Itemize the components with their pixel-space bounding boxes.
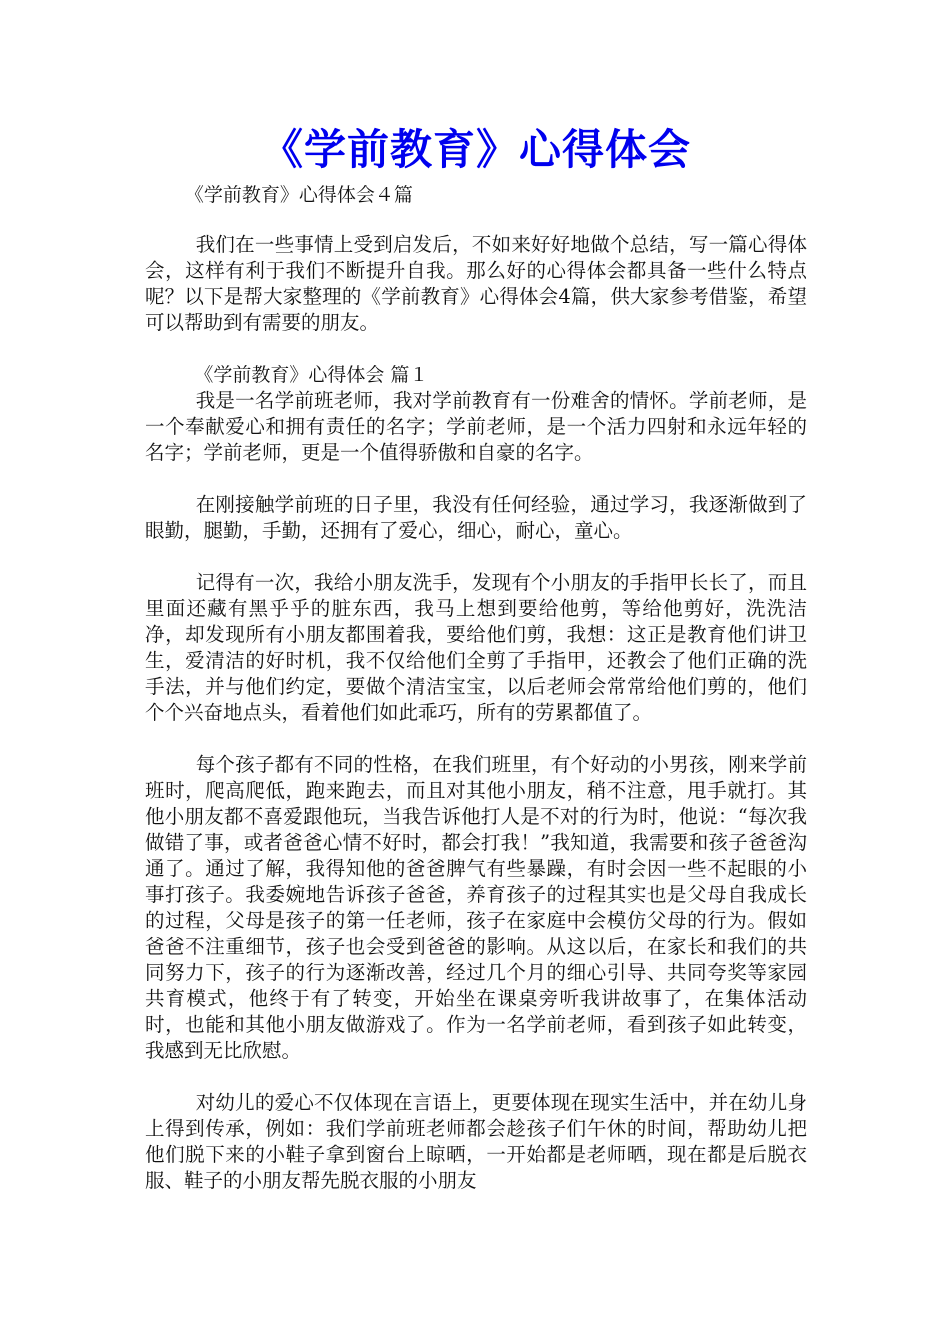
body-paragraph-5: 对幼儿的爱心不仅体现在言语上，更要体现在现实生活中，并在幼儿身上得到传承，例如：我们学前班老师都会趁孩子们午休的时间，帮助幼儿把他们脱下来的小鞋子拿到窗台上晾晒，一开始都是老师晒，现在都是后脱衣服、鞋子的小朋友帮先脱衣服的小朋友 (145, 1091, 807, 1192)
document-page (145, 118, 807, 1220)
body-paragraph-4: 每个孩子都有不同的性格，在我们班里，有个好动的小男孩，刚来学前班时，爬高爬低，跑来跑去，而且对其他小朋友，稍不注意，甩手就打。其他小朋友都不喜爱跟他玩，当我告诉他打人是不对的行为时，他说：“每次我做错了事，或者爸爸心情不好时，都会打我！”我知道，我需要和孩子爸爸沟通了。通过了解，我得知他的爸爸脾气有些暴躁，有时会因一些不起眼的小事打孩子。我委婉地告诉孩子爸爸，养育孩子的过程其实也是父母自我成长的过程，父母是孩子的第一任老师，孩子在家庭中会模仿父母的行为。假如爸爸不注重细节，孩子也会受到爸爸的影响。从这以后，在家长和我们的共同努力下，孩子的行为逐渐改善，经过几个月的细心引导、共同夸奖等家园共育模式，他终于有了转变，开始坐在课桌旁听我讲故事了，在集体活动时，也能和其他小朋友做游戏了。作为一名学前老师，看到孩子如此转变，我感到无比欣慰。 (145, 753, 807, 1062)
section-heading-1: 《学前教育》心得体会 篇１ (194, 364, 429, 386)
body-paragraph-1: 我是一名学前班老师，我对学前教育有一份难舍的情怀。学前老师，是一个奉献爱心和拥有责任的名字；学前老师，是一个活力四射和永远年轻的名字；学前老师，更是一个值得骄傲和自豪的名字。 (145, 389, 807, 464)
document-subtitle: 《学前教育》心得体会４篇 (184, 184, 413, 206)
body-paragraph-3: 记得有一次，我给小朋友洗手，发现有个小朋友的手指甲长长了，而且里面还藏有黑乎乎的脏东西，我马上想到要给他剪，等给他剪好，洗洗洁净，却发现所有小朋友都围着我，要给他们剪，我想：这正是教育他们讲卫生，爱清洁的好时机，我不仅给他们全剪了手指甲，还教会了他们正确的洗手法，并与他们约定，要做个清洁宝宝，以后老师会常常给他们剪的，他们个个兴奋地点头，看着他们如此乖巧，所有的劳累都值了。 (145, 571, 807, 724)
body-paragraph-2: 在刚接触学前班的日子里，我没有任何经验，通过学习，我逐渐做到了眼勤，腿勤，手勤，还拥有了爱心，细心，耐心，童心。 (145, 493, 807, 542)
document-title: 《学前教育》心得体会 (260, 125, 691, 174)
intro-paragraph: 我们在一些事情上受到启发后，不如来好好地做个总结，写一篇心得体会，这样有利于我们不断提升自我。那么好的心得体会都具备一些什么特点呢？以下是帮大家整理的《学前教育》心得体会4篇，供大家参考借鉴，希望可以帮助到有需要的朋友。 (145, 233, 807, 334)
